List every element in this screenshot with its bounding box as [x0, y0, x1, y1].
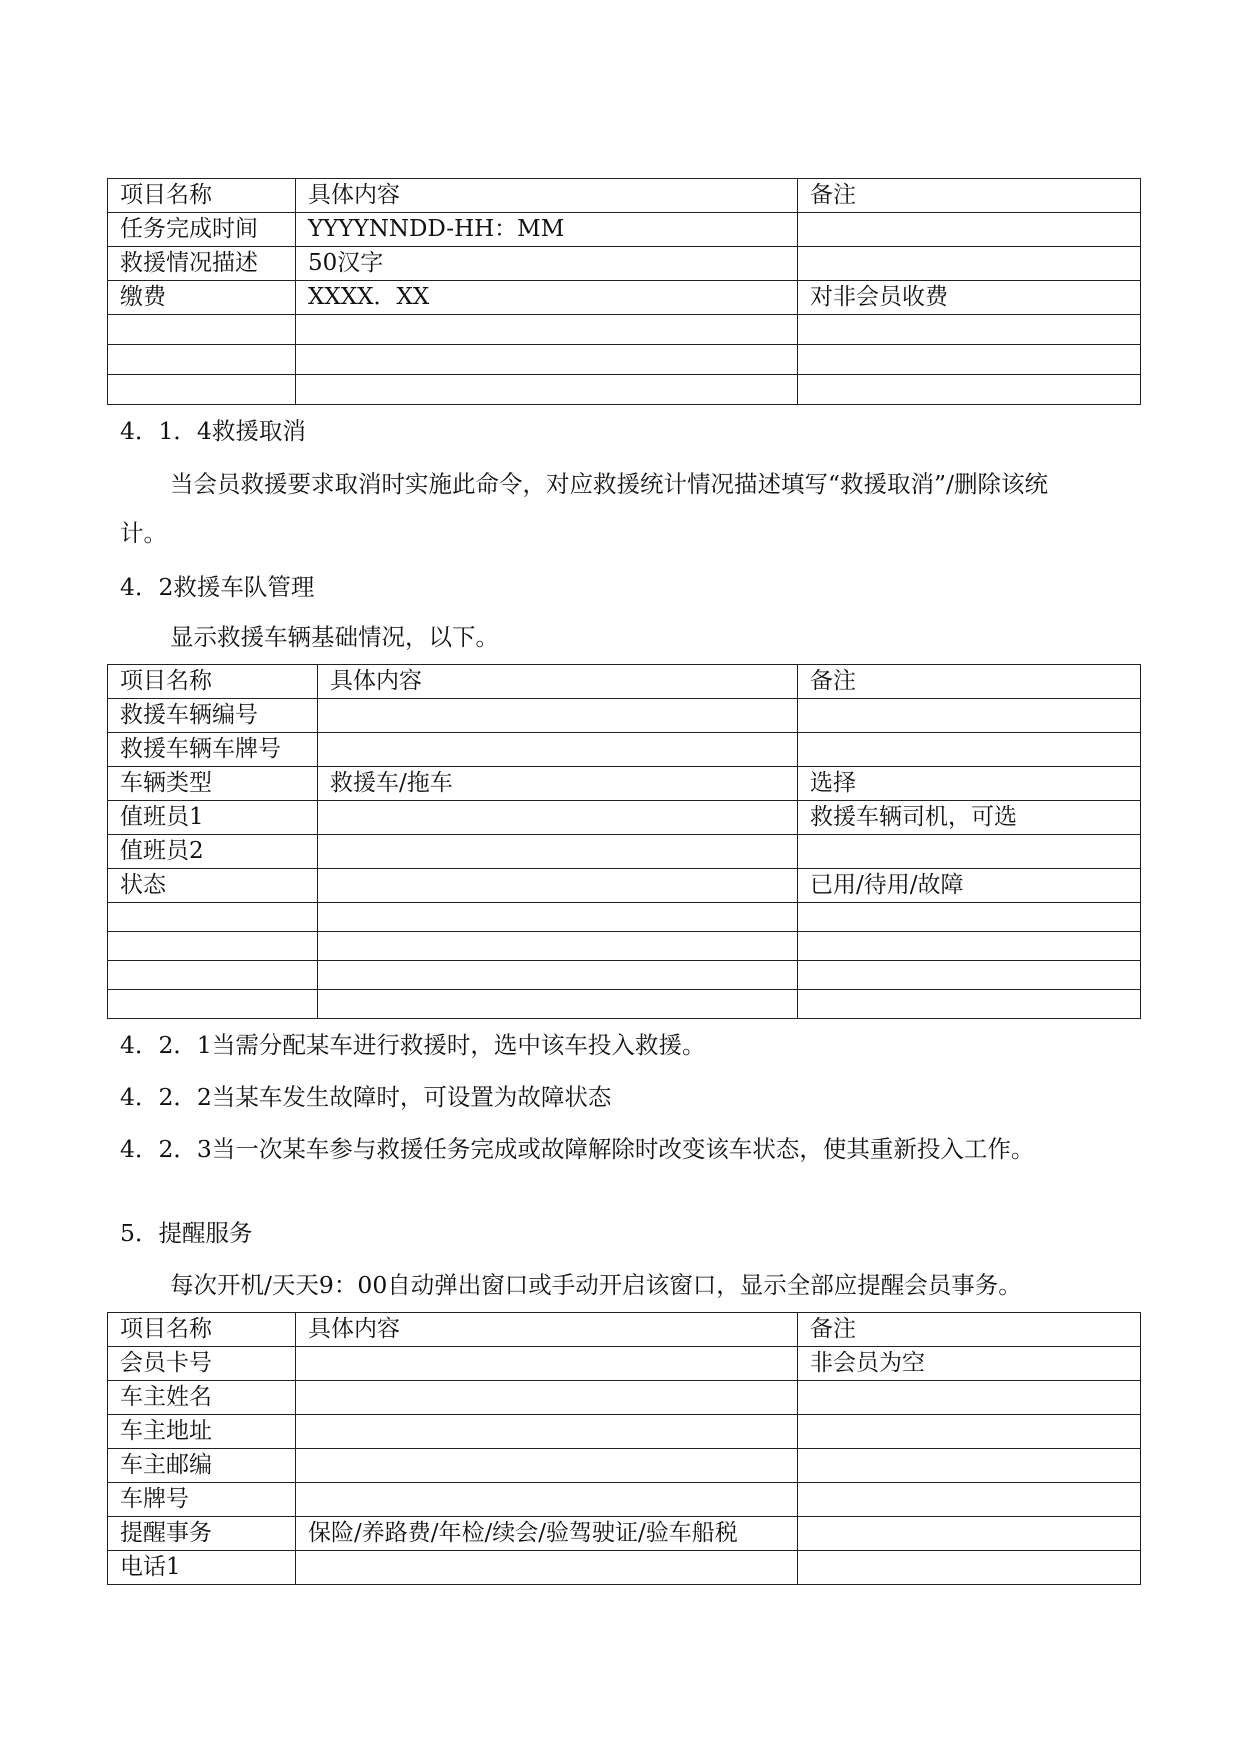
- table-cell: [318, 903, 798, 932]
- table-row: [108, 1551, 1141, 1585]
- table-row: [108, 961, 1141, 990]
- table-row: [108, 665, 1141, 699]
- table-cell: 缴费: [108, 281, 296, 315]
- table-cell: [296, 375, 798, 405]
- table-cell: [108, 932, 318, 961]
- table-row: [108, 733, 1141, 767]
- table-cell: [798, 990, 1141, 1019]
- table-cell: 任务完成时间: [108, 213, 296, 247]
- table-cell: [108, 990, 318, 1019]
- table-cell: [318, 733, 798, 767]
- table-cell: [798, 1517, 1141, 1551]
- table-row: [108, 247, 1141, 281]
- table-row: [108, 1483, 1141, 1517]
- table-cell: 救援车辆司机，可选: [798, 801, 1141, 835]
- table-row: [108, 1449, 1141, 1483]
- table-row: [108, 835, 1141, 869]
- table-cell: 备注: [798, 179, 1141, 213]
- table-row: [108, 932, 1141, 961]
- section-heading-4-2: 4．2救援车队管理: [120, 573, 315, 601]
- table-cell: [296, 1347, 798, 1381]
- table-cell: [798, 247, 1141, 281]
- table-cell: [798, 345, 1141, 375]
- table-cell: [108, 315, 296, 345]
- paragraph-line: 计。: [120, 519, 167, 547]
- table-cell: [318, 869, 798, 903]
- table-row: [108, 1517, 1141, 1551]
- table-row: [108, 213, 1141, 247]
- table-row: [108, 699, 1141, 733]
- paragraph-line: 显示救援车辆基础情况，以下。: [170, 623, 499, 651]
- table-cell: 选择: [798, 767, 1141, 801]
- table-cell: [798, 733, 1141, 767]
- table-cell: 电话1: [108, 1551, 296, 1585]
- table-cell: 50汉字: [296, 247, 798, 281]
- table-row: [108, 345, 1141, 375]
- rescue-fleet-table: [107, 664, 1141, 1019]
- table-cell: [798, 1483, 1141, 1517]
- table-cell: [296, 1449, 798, 1483]
- table-cell: 具体内容: [296, 1313, 798, 1347]
- table-cell: 提醒事务: [108, 1517, 296, 1551]
- table-cell: 会员卡号: [108, 1347, 296, 1381]
- table-cell: 备注: [798, 665, 1141, 699]
- table-cell: [798, 961, 1141, 990]
- table-cell: 车主地址: [108, 1415, 296, 1449]
- table-row: [108, 1347, 1141, 1381]
- list-item: 4．2．1当需分配某车进行救援时，选中该车投入救援。: [120, 1031, 706, 1059]
- table-row: [108, 767, 1141, 801]
- table-cell: [318, 801, 798, 835]
- table-cell: [798, 315, 1141, 345]
- table-cell: [318, 699, 798, 733]
- table-cell: [296, 1483, 798, 1517]
- table-cell: 救援车辆车牌号: [108, 733, 318, 767]
- table-cell: [318, 932, 798, 961]
- list-item: 4．2．2当某车发生故障时，可设置为故障状态: [120, 1083, 612, 1111]
- table-cell: [798, 1551, 1141, 1585]
- table-cell: [798, 699, 1141, 733]
- table-cell: [318, 835, 798, 869]
- table-cell: XXXX．XX: [296, 281, 798, 315]
- table-row: [108, 801, 1141, 835]
- table-cell: 保险/养路费/年检/续会/验驾驶证/验车船税: [296, 1517, 798, 1551]
- table-cell: 救援情况描述: [108, 247, 296, 281]
- table-row: [108, 1415, 1141, 1449]
- table-cell: 已用/待用/故障: [798, 869, 1141, 903]
- table-cell: 项目名称: [108, 179, 296, 213]
- table-cell: 救援车/拖车: [318, 767, 798, 801]
- table-cell: [318, 990, 798, 1019]
- reminder-service-table: [107, 1312, 1141, 1585]
- list-item: 4．2．3当一次某车参与救援任务完成或故障解除时改变该车状态，使其重新投入工作。: [120, 1135, 1035, 1163]
- table-cell: [296, 345, 798, 375]
- table-cell: YYYYNNDD-HH：MM: [296, 213, 798, 247]
- table-cell: 值班员2: [108, 835, 318, 869]
- table-cell: [798, 903, 1141, 932]
- table-row: [108, 315, 1141, 345]
- section-heading-4-1-4: 4．1．4救援取消: [120, 417, 306, 445]
- table-row: [108, 179, 1141, 213]
- table-cell: 具体内容: [318, 665, 798, 699]
- table-cell: 值班员1: [108, 801, 318, 835]
- table-cell: 备注: [798, 1313, 1141, 1347]
- table-cell: 对非会员收费: [798, 281, 1141, 315]
- table-cell: [108, 375, 296, 405]
- table-cell: 项目名称: [108, 665, 318, 699]
- table-cell: 车主邮编: [108, 1449, 296, 1483]
- paragraph-line: 当会员救援要求取消时实施此命令，对应救援统计情况描述填写“救援取消”/删除该统: [170, 470, 1048, 498]
- table-cell: [798, 1449, 1141, 1483]
- table-row: [108, 375, 1141, 405]
- table-cell: 项目名称: [108, 1313, 296, 1347]
- table-cell: 车牌号: [108, 1483, 296, 1517]
- section-heading-5: 5．提醒服务: [120, 1219, 253, 1247]
- table-cell: 救援车辆编号: [108, 699, 318, 733]
- table-cell: [296, 315, 798, 345]
- table-cell: 车辆类型: [108, 767, 318, 801]
- task-completion-table: [107, 178, 1141, 405]
- table-cell: [798, 1381, 1141, 1415]
- table-cell: [798, 375, 1141, 405]
- table-row: [108, 990, 1141, 1019]
- table-row: [108, 1313, 1141, 1347]
- table-cell: [296, 1381, 798, 1415]
- table-row: [108, 1381, 1141, 1415]
- table-cell: [108, 903, 318, 932]
- table-cell: [318, 961, 798, 990]
- table-row: [108, 903, 1141, 932]
- paragraph-line: 每次开机/天天9：00自动弹出窗口或手动开启该窗口，显示全部应提醒会员事务。: [170, 1271, 1022, 1299]
- table-cell: [798, 932, 1141, 961]
- table-cell: 车主姓名: [108, 1381, 296, 1415]
- table-cell: [296, 1415, 798, 1449]
- table-cell: [798, 213, 1141, 247]
- table-row: [108, 869, 1141, 903]
- table-cell: [108, 961, 318, 990]
- table-cell: [798, 1415, 1141, 1449]
- table-cell: 非会员为空: [798, 1347, 1141, 1381]
- table-cell: [798, 835, 1141, 869]
- table-row: [108, 281, 1141, 315]
- table-cell: 具体内容: [296, 179, 798, 213]
- table-cell: [108, 345, 296, 375]
- table-cell: [296, 1551, 798, 1585]
- table-cell: 状态: [108, 869, 318, 903]
